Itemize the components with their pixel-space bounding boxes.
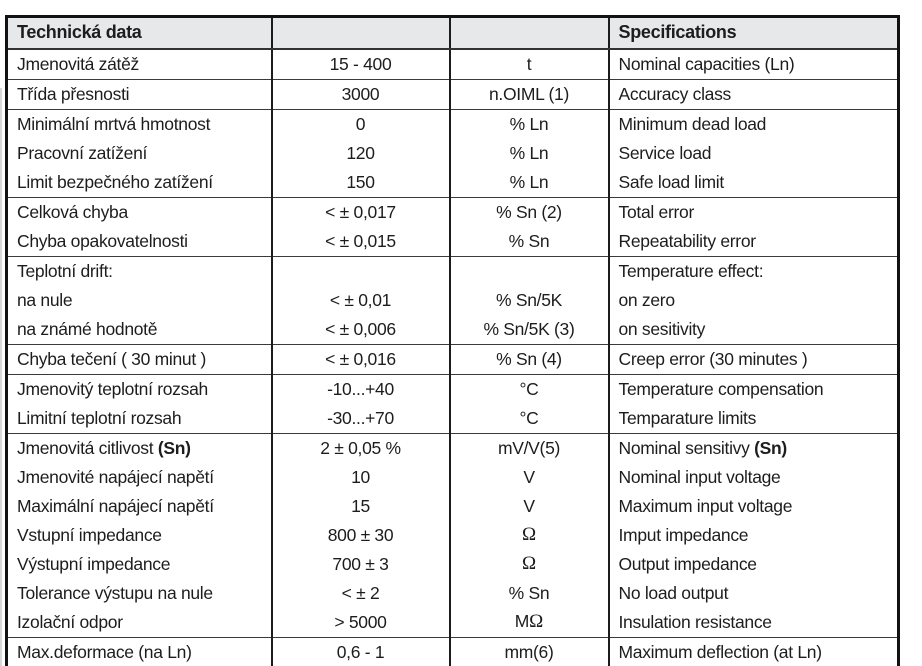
czech-label-cell: Izolační odpor (17, 611, 123, 632)
unit-cell: % Sn (2) (450, 198, 609, 228)
english-label-cell: Safe load limit (609, 168, 899, 198)
value-cell: 3000 (272, 80, 450, 110)
english-label-cell: Insulation resistance (609, 608, 899, 638)
value-cell (272, 257, 450, 287)
header-unit-column (450, 17, 609, 50)
value-cell: < ± 2 (272, 579, 450, 608)
english-label-cell: Minimum dead load (609, 110, 899, 140)
value-cell: < ± 0,016 (272, 345, 450, 375)
czech-label-cell: Tolerance výstupu na nule (17, 582, 213, 603)
english-label-cell: Creep error (30 minutes ) (609, 345, 899, 375)
unit-cell (450, 550, 609, 579)
table-row (7, 257, 899, 287)
unit-cell: % Sn (450, 579, 609, 608)
english-label-cell: Repeatability error (609, 227, 899, 257)
value-cell: 120 (272, 139, 450, 168)
table-row (7, 227, 899, 257)
czech-label-cell: Jmenovitý teplotní rozsah (7, 375, 272, 405)
unit-cell: % Ln (450, 168, 609, 198)
technical-data-table (5, 15, 900, 666)
table-row (7, 550, 899, 579)
table-row (7, 315, 899, 345)
english-label-cell: Service load (609, 139, 899, 168)
value-cell: 0 (272, 110, 450, 140)
table-row (7, 434, 899, 464)
value-cell: 2 ± 0,05 % (272, 434, 450, 464)
unit-cell (450, 521, 609, 550)
table-row (7, 168, 899, 198)
omega-glyph: Ω (529, 611, 544, 633)
czech-label-cell: Vstupní impedance (17, 524, 162, 545)
value-cell: 0,6 - 1 (272, 638, 450, 666)
czech-label-cell: Teplotní drift: (7, 257, 272, 287)
table-row (7, 375, 899, 405)
value-cell: -10...+40 (272, 375, 450, 405)
unit-cell: n.OIML (1) (450, 80, 609, 110)
unit-cell: % Sn (4) (450, 345, 609, 375)
table-row (7, 198, 899, 228)
table-row (7, 492, 899, 521)
value-cell: 800 ± 30 (272, 521, 450, 550)
czech-label-cell: Limitní teplotní rozsah (17, 407, 182, 428)
value-cell: 15 - 400 (272, 49, 450, 80)
table-row (7, 608, 899, 638)
czech-label-cell: Jmenovité napájecí napětí (17, 466, 214, 487)
czech-label-cell: na známé hodnotě (17, 318, 158, 339)
english-label-cell: Nominal sensitivy (Sn) (609, 434, 899, 464)
unit-cell (450, 257, 609, 287)
table-row (7, 345, 899, 375)
english-label-cell: Temparature limits (609, 404, 899, 434)
unit-cell: % Ln (450, 110, 609, 140)
table-header-row (7, 17, 899, 50)
unit-cell: MΩ (450, 608, 609, 638)
value-cell: < ± 0,015 (272, 227, 450, 257)
header-czech-title: Technická data (7, 17, 272, 50)
english-label-cell: Nominal capacities (Ln) (609, 49, 899, 80)
value-cell: < ± 0,006 (272, 315, 450, 345)
english-label-cell: on zero (609, 286, 899, 315)
unit-cell: % Ln (450, 139, 609, 168)
unit-cell: V (450, 492, 609, 521)
table-row (7, 139, 899, 168)
czech-label-cell: Max.deformace (na Ln) (7, 638, 272, 666)
value-cell: < ± 0,017 (272, 198, 450, 228)
unit-cell: mm(6) (450, 638, 609, 666)
unit-cell: % Sn (450, 227, 609, 257)
table-row (7, 404, 899, 434)
table-body (7, 49, 899, 666)
czech-label-cell: Třída přesnosti (7, 80, 272, 110)
english-label-cell: Maximum deflection (at Ln) (609, 638, 899, 666)
unit-cell: V (450, 463, 609, 492)
table-row (7, 521, 899, 550)
table-row (7, 80, 899, 110)
value-cell: -30...+70 (272, 404, 450, 434)
omega-glyph: Ω (521, 553, 537, 575)
english-label-cell: Output impedance (609, 550, 899, 579)
table-row (7, 579, 899, 608)
table-row (7, 638, 899, 666)
czech-label-cell: Pracovní zatížení (17, 142, 148, 163)
value-cell: 10 (272, 463, 450, 492)
value-cell: 150 (272, 168, 450, 198)
czech-label-cell: Chyba opakovatelnosti (17, 230, 188, 251)
english-label-cell: Total error (609, 198, 899, 228)
value-cell: 15 (272, 492, 450, 521)
value-cell: > 5000 (272, 608, 450, 638)
table-row (7, 286, 899, 315)
czech-label-cell: Limit bezpečného zatížení (17, 171, 213, 192)
czech-label-cell: Chyba tečení ( 30 minut ) (7, 345, 272, 375)
czech-label-cell: Jmenovitá citlivost (Sn) (7, 434, 272, 464)
unit-cell: mV/V(5) (450, 434, 609, 464)
header-english-title: Specifications (609, 17, 899, 50)
czech-label-cell: Minimální mrtvá hmotnost (7, 110, 272, 140)
english-label-cell: Temperature effect: (609, 257, 899, 287)
omega-glyph: Ω (521, 524, 537, 546)
czech-label-cell: Jmenovitá zátěž (7, 49, 272, 80)
scan-edge-artifact (0, 88, 2, 666)
czech-label-cell: Výstupní impedance (17, 553, 171, 574)
value-cell: < ± 0,01 (272, 286, 450, 315)
english-label-cell: No load output (609, 579, 899, 608)
table-row (7, 110, 899, 140)
unit-cell: t (450, 49, 609, 80)
value-cell: 700 ± 3 (272, 550, 450, 579)
unit-cell: °C (450, 404, 609, 434)
english-label-cell: Temperature compensation (609, 375, 899, 405)
table-row (7, 49, 899, 80)
unit-cell: °C (450, 375, 609, 405)
czech-label-cell: Celková chyba (7, 198, 272, 228)
english-label-cell: on sesitivity (609, 315, 899, 345)
english-label-cell: Imput impedance (609, 521, 899, 550)
english-label-cell: Nominal input voltage (609, 463, 899, 492)
table-row (7, 463, 899, 492)
unit-cell: % Sn/5K (3) (450, 315, 609, 345)
english-label-cell: Accuracy class (609, 80, 899, 110)
czech-label-cell: na nule (17, 289, 73, 310)
czech-label-cell: Maximální napájecí napětí (17, 495, 214, 516)
unit-cell: % Sn/5K (450, 286, 609, 315)
english-label-cell: Maximum input voltage (609, 492, 899, 521)
header-value-column (272, 17, 450, 50)
